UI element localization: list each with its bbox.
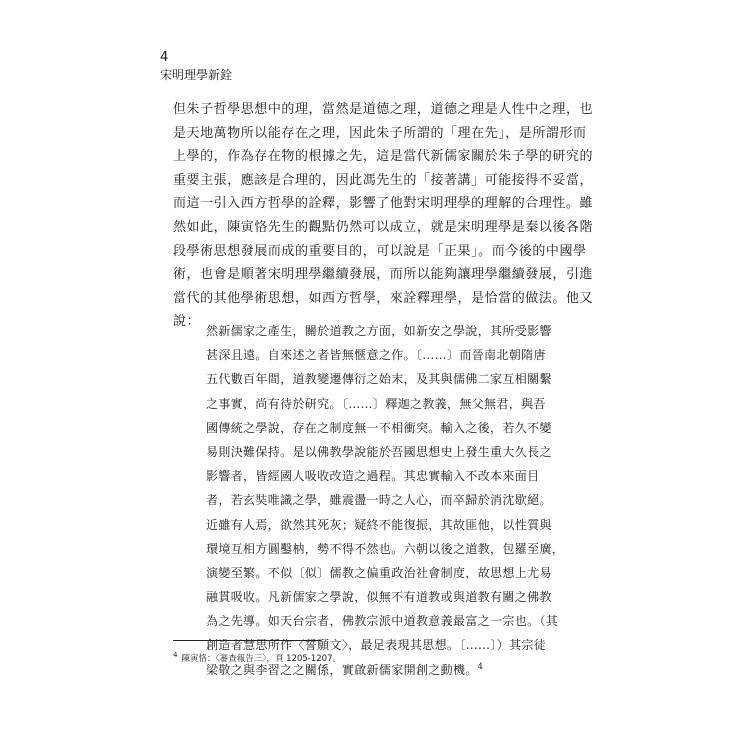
quote-line: 國傳統之學說，存在之制度無一不相衝突。輸入之後，若久不變 (206, 420, 552, 435)
quote-line: 易則決難保持。是以佛教學說能於吾國思想史上發生重大久長之 (206, 444, 552, 459)
page-number: 4 (160, 50, 169, 65)
quote-line: 甚深且遠。自來述之者皆無愜意之作。〔……〕而晉南北朝隋唐 (206, 348, 546, 363)
body-line: 段學術思想發展而成的重要目的，可以說是「正果」。而今後的中國學 (173, 243, 587, 259)
quote-line: 之事實，尚有待於研究。〔……〕釋迦之教義，無父無君，與吾 (206, 396, 546, 411)
running-header (160, 50, 232, 83)
block-quotation (206, 319, 596, 682)
quote-line: 影響者，皆經國人吸收改造之過程。其忠實輸入不改本來面目 (206, 469, 540, 484)
quote-line: 五代數百年間，道教變遷傳衍之始末，及其與儒佛二家互相關繫 (206, 372, 552, 387)
body-paragraph (173, 98, 594, 334)
footnote-text: 陳寅恪：〈審查報告三〉，頁 1205-1207。 (181, 654, 342, 664)
footnote-mark: 4 (173, 651, 178, 660)
quote-line: 演變至繁。不似〔似〕儒教之偏重政治社會制度，故思想上尤易 (206, 565, 552, 580)
footnote-divider (173, 640, 321, 641)
footnote-reference[interactable]: 4 (477, 661, 484, 671)
body-line: 當代的其他學術思想，如西方哲學，來詮釋理學，是恰當的做法。他又 (173, 290, 594, 306)
quote-line: 創造者慧思所作〈誓願文〉，最足表現其思想。〔……〕）其宗徒 (206, 638, 547, 653)
body-line: 術，也會是順著宋明理學繼續發展，而所以能夠讓理學繼續發展，引進 (173, 267, 594, 283)
quote-line: 近雖有人焉，欲然其死灰；疑終不能復振，其故匪他，以性質與 (206, 517, 552, 532)
body-line: 然如此，陳寅恪先生的觀點仍然可以成立，就是宋明理學是秦以後各階 (173, 219, 594, 235)
footnote (173, 653, 341, 665)
quote-line-text: 梁敬之與李習之之關係，實啟新儒家開創之動機。 (206, 662, 478, 677)
body-line: 重要主張，應該是合理的，因此馮先生的「接著講」可能接得不妥當， (173, 172, 594, 188)
body-line: 說： (173, 314, 201, 330)
quote-line: 者，若玄奘唯識之學，雖震盪一時之人心，而卒歸於消沈歇絕。 (206, 493, 552, 508)
quote-line: 然新儒家之產生，關於道教之方面，如新安之學說，其所受影響 (206, 324, 552, 338)
quote-line: 環境互相方圓鑿枘，勢不得不然也。六朝以後之道教，包羅至廣， (206, 541, 565, 556)
body-line: 上學的，作為存在物的根據之先，這是當代新儒家關於朱子學的研究的 (173, 149, 594, 165)
body-line: 是天地萬物所以能存在之理，因此朱子所謂的「理在先」，是所謂形而 (173, 125, 587, 141)
quote-line: 融貫吸收。凡新儒家之學說，似無不有道教或與道教有關之佛教 (206, 590, 552, 605)
book-title: 宋明理學新銓 (160, 68, 233, 82)
quote-line: 為之先導。如天台宗者，佛教宗派中道教意義最富之一宗也。（其 (206, 614, 559, 629)
body-line: 但朱子哲學思想中的理，當然是道德之理，道德之理是人性中之理，也 (173, 102, 594, 117)
body-line: 而這一引入西方哲學的詮釋，影響了他對宋明理學的理解的合理性。雖 (173, 196, 594, 212)
